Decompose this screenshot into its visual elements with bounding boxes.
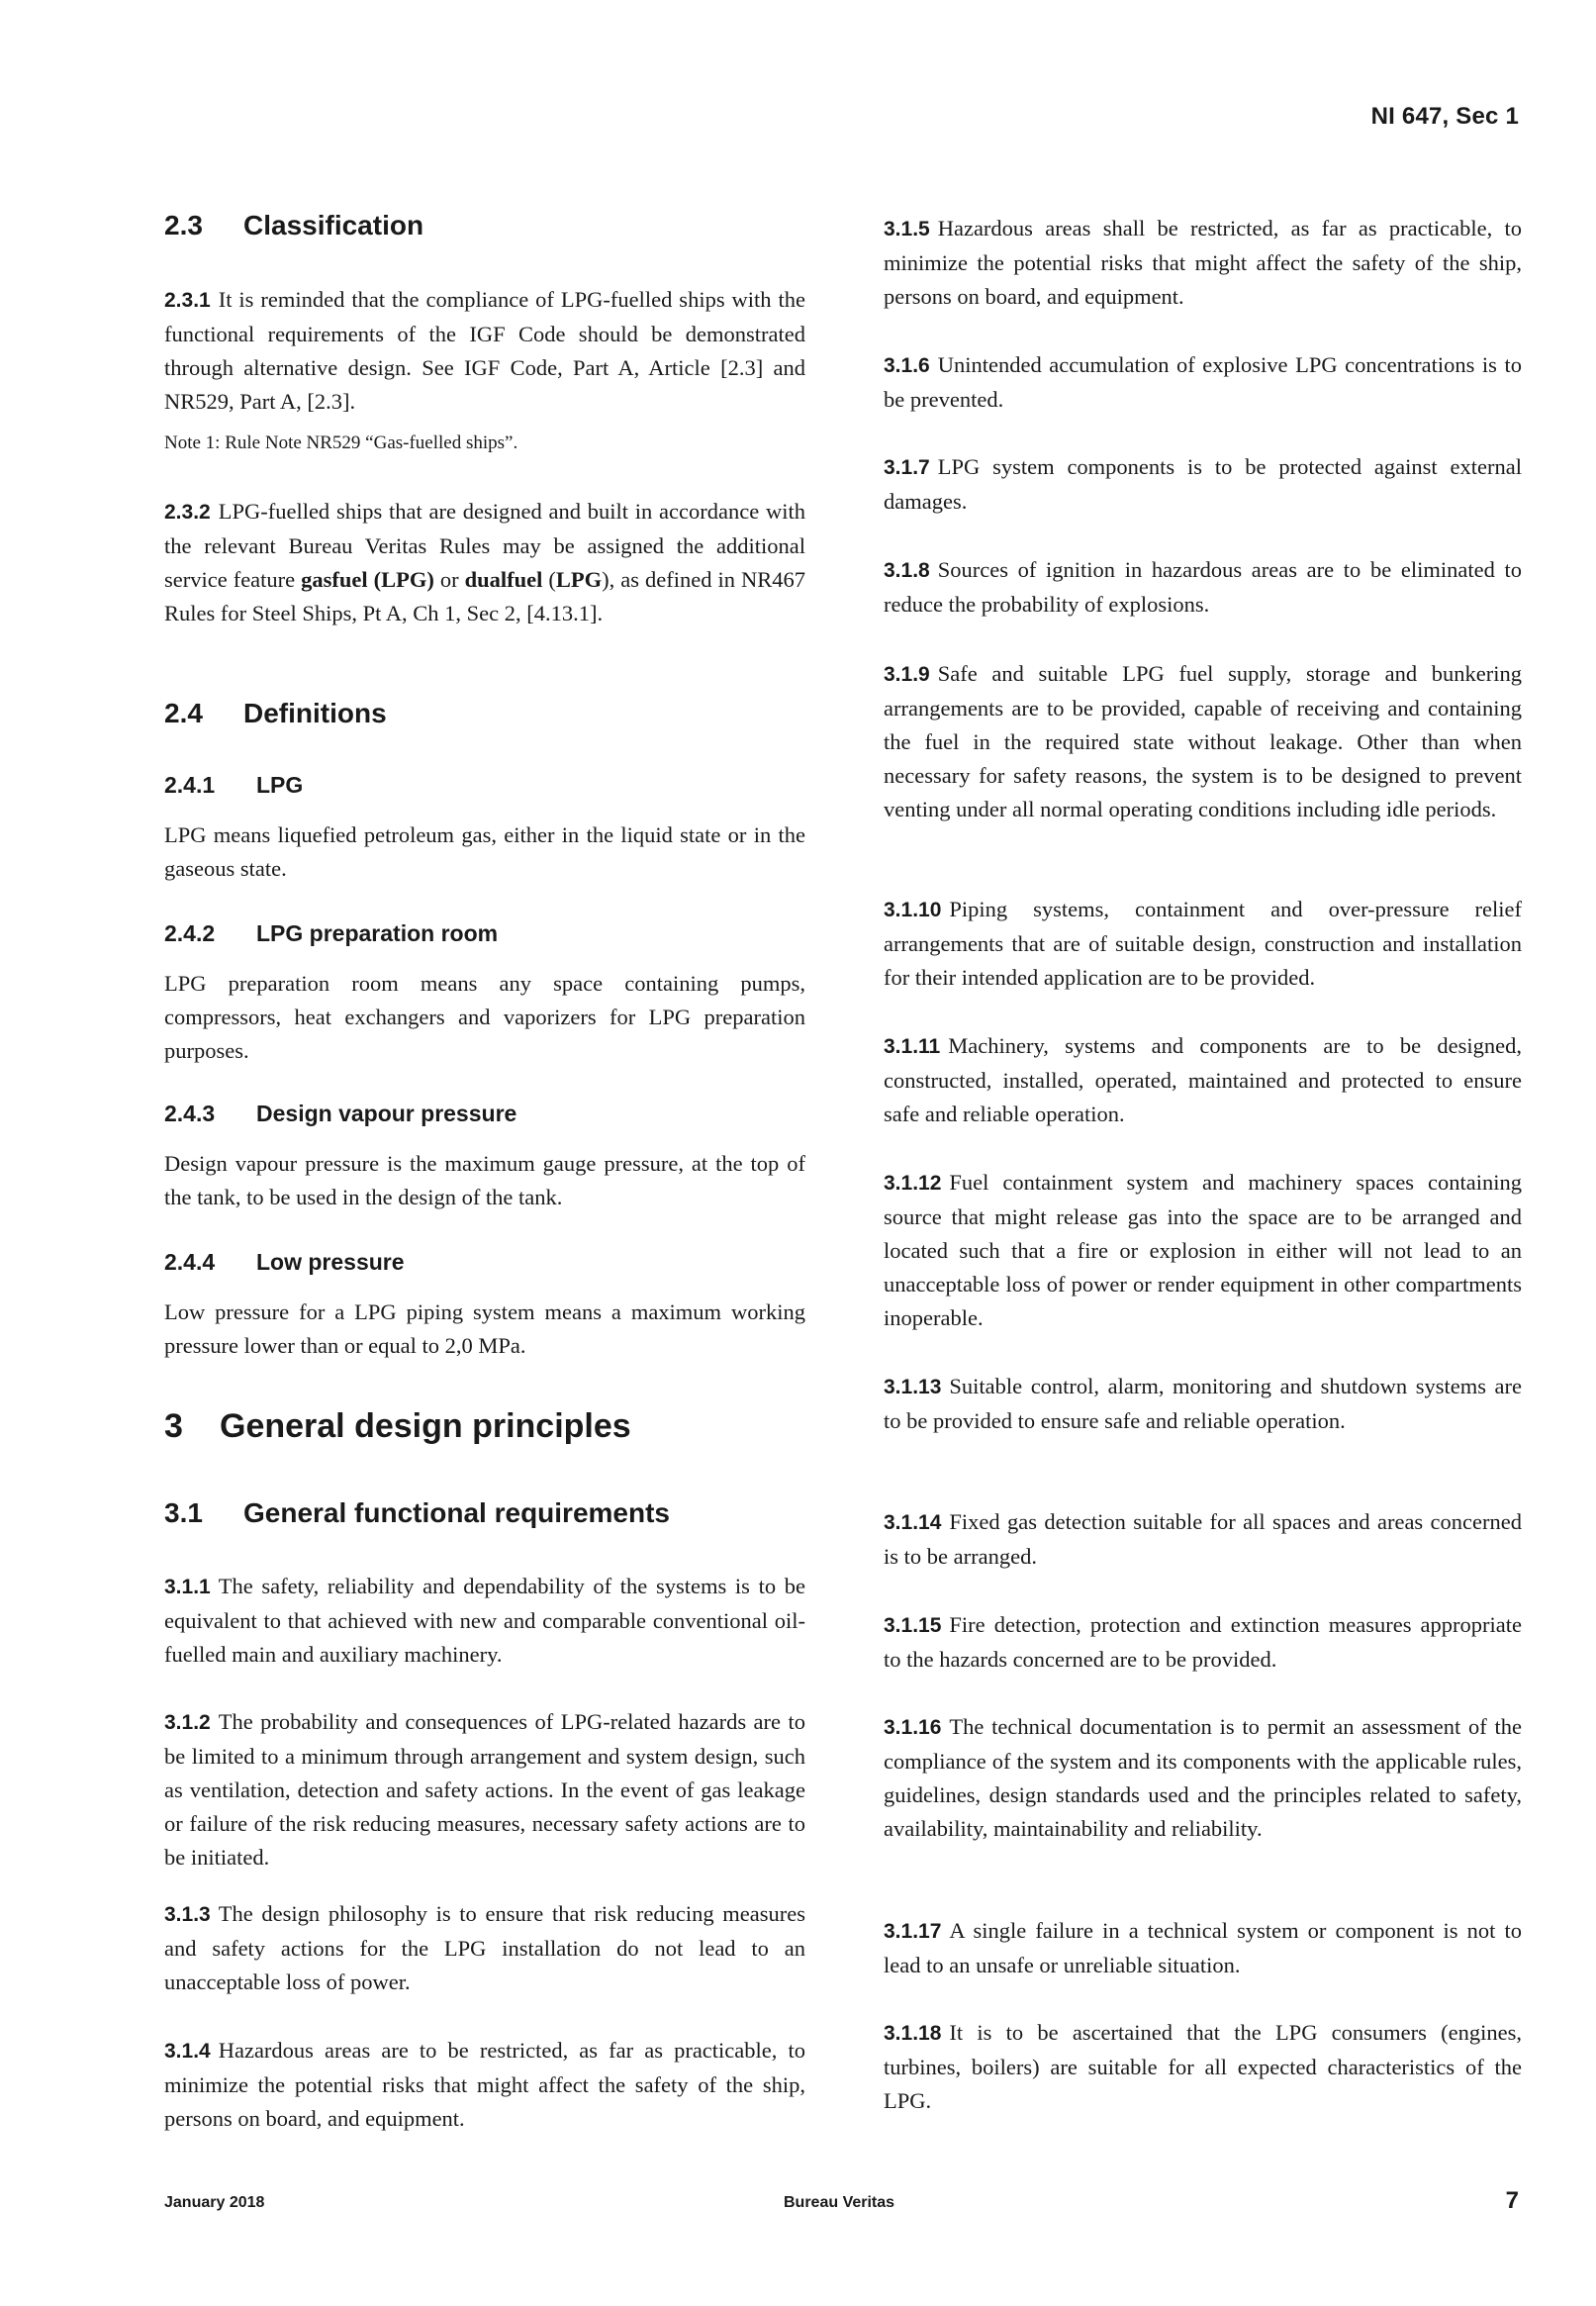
- service-feature-dualfuel: dualfuel: [464, 567, 543, 592]
- page-number: 7: [1505, 2187, 1519, 2214]
- paragraph-3-1-15: 3.1.15 Fire detection, protection and extinction measures appropriate to the hazards concerned are to be provided.: [884, 1612, 1522, 1672]
- paragraph-3-1-2: 3.1.2 The probability and consequences of LPG-related hazards are to be limited to a minimum through arrangement and system design, such as ventilation, detection and safety actions. In the event of gas leakage or failure of the risk reducing measures, necessary safety actions are to be initiated.: [164, 1709, 805, 1870]
- service-feature-gasfuel: gasfuel (LPG): [301, 567, 434, 592]
- paragraph-2-4-4: Low pressure for a LPG piping system means a maximum working pressure lower than or equal to 2,0 MPa.: [164, 1299, 805, 1358]
- paragraph-3-1-6: 3.1.6 Unintended accumulation of explosive LPG concentrations is to be prevented.: [884, 352, 1522, 412]
- subsection-heading-2-4-2: 2.4.2 LPG preparation room: [164, 920, 499, 946]
- paragraph-3-1-12: 3.1.12 Fuel containment system and machinery spaces containing source that might release gas into the space are to be arranged and located such that a fire or explosion in either will not lead to an unacceptable loss of power or render equipment in other compartments inoperable.: [884, 1170, 1522, 1330]
- section-heading-2-3: 2.3 Classification: [164, 210, 424, 240]
- paragraph-3-1-13: 3.1.13 Suitable control, alarm, monitoring and shutdown systems are to be provided to ensure safe and reliable operation.: [884, 1374, 1522, 1433]
- subsection-heading-2-4-4: 2.4.4 Low pressure: [164, 1249, 405, 1275]
- paragraph-3-1-11: 3.1.11 Machinery, systems and components are to be designed, constructed, installed, operated, maintained and protected to ensure safe and reliable operation.: [884, 1033, 1522, 1126]
- paragraph-3-1-7: 3.1.7 LPG system components is to be protected against external damages.: [884, 454, 1522, 514]
- paragraph-2-4-2: LPG preparation room means any space containing pumps, compressors, heat exchangers and vaporizers for LPG preparation purposes.: [164, 971, 805, 1063]
- document-reference: NI 647, Sec 1: [1370, 103, 1519, 130]
- paragraph-3-1-1: 3.1.1 The safety, reliability and dependability of the systems is to be equivalent to that achieved with new and comparable conventional oil-fuelled main and auxiliary machinery.: [164, 1574, 805, 1667]
- paragraph-3-1-3: 3.1.3 The design philosophy is to ensure that risk reducing measures and safety actions for the LPG installation do not lead to an unacceptable loss of power.: [164, 1901, 805, 1994]
- subsection-heading-2-4-1: 2.4.1 LPG: [164, 772, 304, 798]
- paragraph-3-1-14: 3.1.14 Fixed gas detection suitable for all spaces and areas concerned is to be arranged.: [884, 1509, 1522, 1569]
- paragraph-2-3-1: 2.3.1 It is reminded that the compliance of LPG-fuelled ships with the functional requirements of the IGF Code should be demonstrated through alternative design. See IGF Code, Part A, Article [2.3] and NR529, Part A, [2.3].: [164, 287, 805, 414]
- paragraph-2-3-2: 2.3.2 LPG-fuelled ships that are designed and built in accordance with the relevant Bureau Veritas Rules may be assigned the additional service feature gasfuel (LPG) or dualfuel (LPG), as defined in NR467 Rules for Steel Ships, Pt A, Ch 1, Sec 2, [4.13.1].: [164, 499, 805, 625]
- paragraph-3-1-9: 3.1.9 Safe and suitable LPG fuel supply, storage and bunkering arrangements are to be provided, capable of receiving and containing the fuel in the required state without leakage. Other than when necessary for safety reasons, the system is to be designed to prevent venting under all normal operating conditions including idle periods.: [884, 661, 1522, 821]
- paragraph-3-1-4: 3.1.4 Hazardous areas are to be restricted, as far as practicable, to minimize the potential risks that might affect the safety of the ship, persons on board, and equipment.: [164, 2038, 805, 2131]
- paragraph-3-1-10: 3.1.10 Piping systems, containment and over-pressure relief arrangements that are of suitable design, construction and installation for their intended application are to be provided.: [884, 897, 1522, 990]
- paragraph-3-1-16: 3.1.16 The technical documentation is to permit an assessment of the compliance of the system and its components with the applicable rules, guidelines, design standards used and the principles related to safety, availability, maintainability and reliability.: [884, 1714, 1522, 1841]
- paragraph-3-1-17: 3.1.17 A single failure in a technical system or component is not to lead to an unsafe or unreliable situation.: [884, 1918, 1522, 1977]
- paragraph-2-4-3: Design vapour pressure is the maximum gauge pressure, at the top of the tank, to be used in the design of the tank.: [164, 1151, 805, 1209]
- paragraph-3-1-18: 3.1.18 It is to be ascertained that the LPG consumers (engines, turbines, boilers) are suitable for all expected characteristics of the LPG.: [884, 2020, 1522, 2113]
- chapter-heading-3: 3 General design principles: [164, 1407, 631, 1445]
- footer-publisher: Bureau Veritas: [784, 2194, 895, 2211]
- paragraph-3-1-8: 3.1.8 Sources of ignition in hazardous areas are to be eliminated to reduce the probability of explosions.: [884, 557, 1522, 617]
- section-heading-2-4: 2.4 Definitions: [164, 698, 387, 728]
- subsection-heading-2-4-3: 2.4.3 Design vapour pressure: [164, 1101, 517, 1126]
- paragraph-3-1-5: 3.1.5 Hazardous areas shall be restricted, as far as practicable, to minimize the potential risks that might affect the safety of the ship, persons on board, and equipment.: [884, 216, 1522, 309]
- note-1: Note 1: Rule Note NR529 “Gas-fuelled ships”.: [164, 432, 518, 453]
- service-feature-lpg: LPG: [555, 567, 603, 592]
- footer-date: January 2018: [164, 2194, 265, 2211]
- paragraph-2-4-1: LPG means liquefied petroleum gas, either in the liquid state or in the gaseous state.: [164, 822, 805, 881]
- section-heading-3-1: 3.1 General functional requirements: [164, 1497, 670, 1528]
